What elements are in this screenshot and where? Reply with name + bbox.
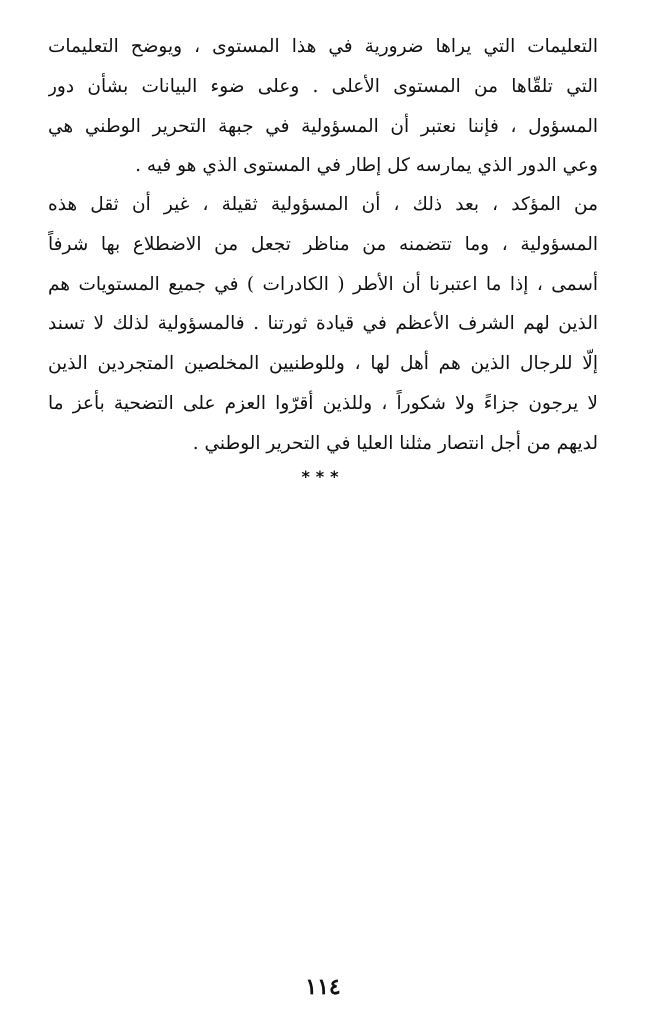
paragraph-line: إلّا للرجال الذين هم أهل لها ، وللوطنيين المخلصين المتجردين الذين	[48, 353, 598, 375]
paragraph-line: التعليمات التي يراها ضرورية في هذا المستوى ، ويوضح التعليمات	[48, 36, 598, 57]
paragraph-2	[48, 185, 598, 464]
paragraph-line: المسؤولية ، وما تتضمنه من مناظر تجعل من الاضطلاع بها شرفاً	[48, 233, 598, 255]
paragraph-line: لا يرجون جزاءً ولا شكوراً ، وللذين أقرّوا العزم على التضحية بأعز ما	[48, 392, 598, 414]
paragraph-line: أسمى ، إذا ما اعتبرنا أن الأطر ( الكادرات ) في جميع المستويات هم	[48, 273, 598, 295]
paragraph-line: من المؤكد ، بعد ذلك ، أن المسؤولية ثقيلة ، غير أن ثقل هذه	[48, 194, 598, 215]
paragraph-line: الذين لهم الشرف الأعظم في قيادة ثورتنا . فالمسؤولية لذلك لا تسند	[48, 313, 598, 335]
section-separator: ***	[301, 467, 345, 486]
paragraph-1	[48, 27, 598, 186]
paragraph-line: وعي الدور الذي يمارسه كل إطار في المستوى الذي هو فيه .	[135, 155, 598, 177]
page-number: ١١٤	[305, 974, 341, 1000]
paragraph-line: لديهم من أجل انتصار مثلنا العليا في التحرير الوطني .	[192, 432, 598, 454]
paragraph-line: المسؤول ، فإننا نعتبر أن المسؤولية في جبهة التحرير الوطني هي	[48, 115, 598, 137]
paragraph-line: التي تلقّاها من المستوى الأعلى . وعلى ضوء البيانات بشأن دور	[48, 75, 598, 97]
